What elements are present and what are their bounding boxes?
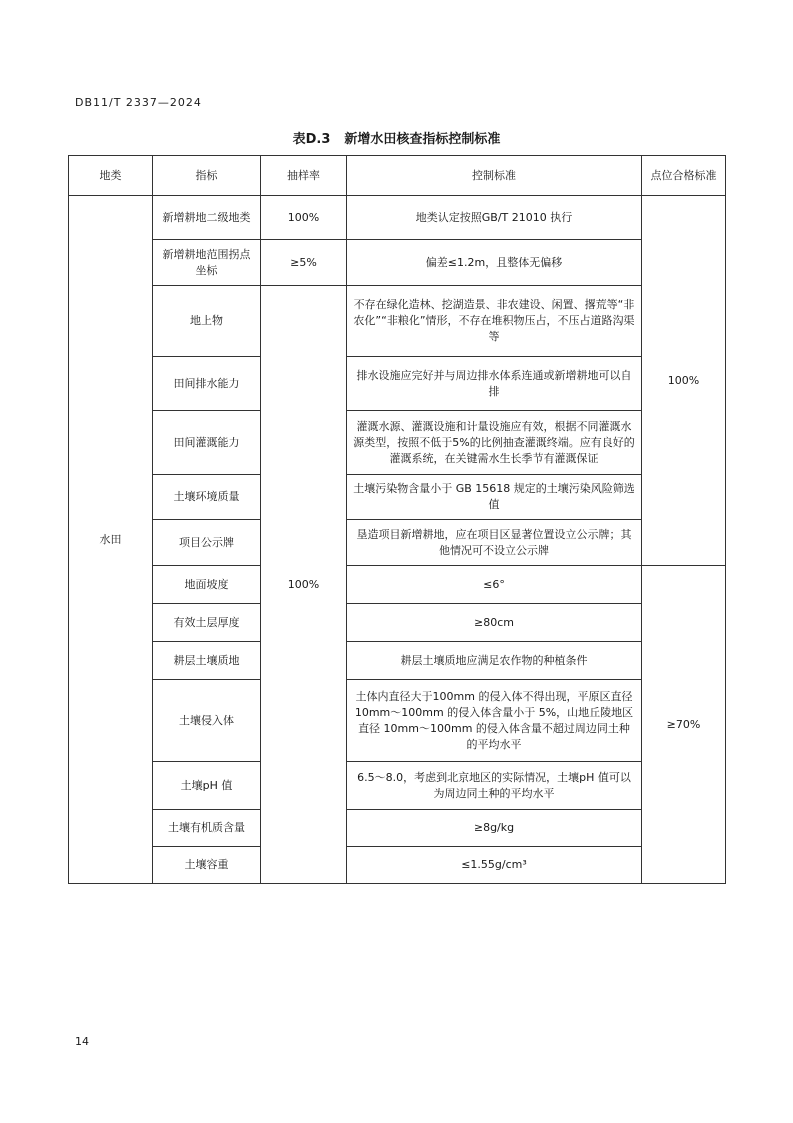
table-row (69, 286, 726, 357)
standard-cell: 耕层土壤质地应满足农作物的种植条件 (347, 642, 642, 680)
table-row (69, 566, 726, 604)
standard-cell: ≤6° (347, 566, 642, 604)
standard-cell: 不存在绿化造林、挖湖造景、非农建设、闲置、撂荒等“非农化”“非粮化”情形，不存在堆积物压占，不压占道路沟渠等 (347, 286, 642, 357)
standard-cell: ≤1.55g/cm³ (347, 847, 642, 884)
standard-cell: ≥80cm (347, 604, 642, 642)
sampling-rate-cell: ≥5% (261, 240, 347, 286)
pass-rate-cell-group2: ≥70% (642, 566, 726, 884)
indicator-cell: 有效土层厚度 (153, 604, 261, 642)
table-number: 表D.3 (292, 132, 331, 147)
standard-cell: 6.5～8.0，考虑到北京地区的实际情况，土壤pH 值可以为周边同土种的平均水平 (347, 762, 642, 810)
standard-cell: 偏差≤1.2m，且整体无偏移 (347, 240, 642, 286)
header-sampling-rate: 抽样率 (261, 156, 347, 196)
table-row (69, 847, 726, 884)
control-standard-table (68, 155, 726, 884)
document-code: DB11/T 2337—2024 (75, 96, 202, 109)
indicator-cell: 土壤pH 值 (153, 762, 261, 810)
header-pass-rate: 点位合格标准 (642, 156, 726, 196)
table-row (69, 411, 726, 475)
table-row (69, 642, 726, 680)
pass-rate-cell-group1: 100% (642, 196, 726, 566)
table-row (69, 680, 726, 762)
standard-cell: 垦造项目新增耕地，应在项目区显著位置设立公示牌；其他情况可不设立公示牌 (347, 520, 642, 566)
indicator-cell: 土壤环境质量 (153, 475, 261, 520)
indicator-cell: 田间灌溉能力 (153, 411, 261, 475)
table-title (0, 128, 793, 147)
header-control-standard: 控制标准 (347, 156, 642, 196)
header-indicator: 指标 (153, 156, 261, 196)
table-row (69, 196, 726, 240)
indicator-cell: 耕层土壤质地 (153, 642, 261, 680)
indicator-cell: 土壤侵入体 (153, 680, 261, 762)
table-row (69, 357, 726, 411)
table-row (69, 520, 726, 566)
indicator-cell: 土壤容重 (153, 847, 261, 884)
table-row (69, 240, 726, 286)
table-header-row (69, 156, 726, 196)
indicator-cell: 新增耕地二级地类 (153, 196, 261, 240)
table-row (69, 762, 726, 810)
indicator-cell: 土壤有机质含量 (153, 810, 261, 847)
standard-cell: 土体内直径大于100mm 的侵入体不得出现，平原区直径10mm～100mm 的侵入体含量小于 5%，山地丘陵地区直径 10mm～100mm 的侵入体含量不超过周边同土种的平均水平 (347, 680, 642, 762)
indicator-cell: 新增耕地范围拐点坐标 (153, 240, 261, 286)
page-number: 14 (75, 1035, 89, 1048)
land-type-cell: 水田 (69, 196, 153, 884)
standard-cell: 排水设施应完好并与周边排水体系连通或新增耕地可以自排 (347, 357, 642, 411)
table-row (69, 604, 726, 642)
sampling-rate-cell: 100% (261, 196, 347, 240)
standard-cell: 土壤污染物含量小于 GB 15618 规定的土壤污染风险筛选值 (347, 475, 642, 520)
standard-cell: 地类认定按照GB/T 21010 执行 (347, 196, 642, 240)
table-row (69, 810, 726, 847)
indicator-cell: 地面坡度 (153, 566, 261, 604)
indicator-cell: 项目公示牌 (153, 520, 261, 566)
table-title-text: 新增水田核查指标控制标准 (344, 132, 501, 147)
indicator-cell: 地上物 (153, 286, 261, 357)
sampling-rate-cell-group2: 100% (261, 286, 347, 884)
table-row (69, 475, 726, 520)
header-land-type: 地类 (69, 156, 153, 196)
standard-cell: 灌溉水源、灌溉设施和计量设施应有效，根据不同灌溉水源类型，按照不低于5%的比例抽查灌溉终端。应有良好的灌溉系统，在关键需水生长季节有灌溉保证 (347, 411, 642, 475)
indicator-cell: 田间排水能力 (153, 357, 261, 411)
standard-cell: ≥8g/kg (347, 810, 642, 847)
